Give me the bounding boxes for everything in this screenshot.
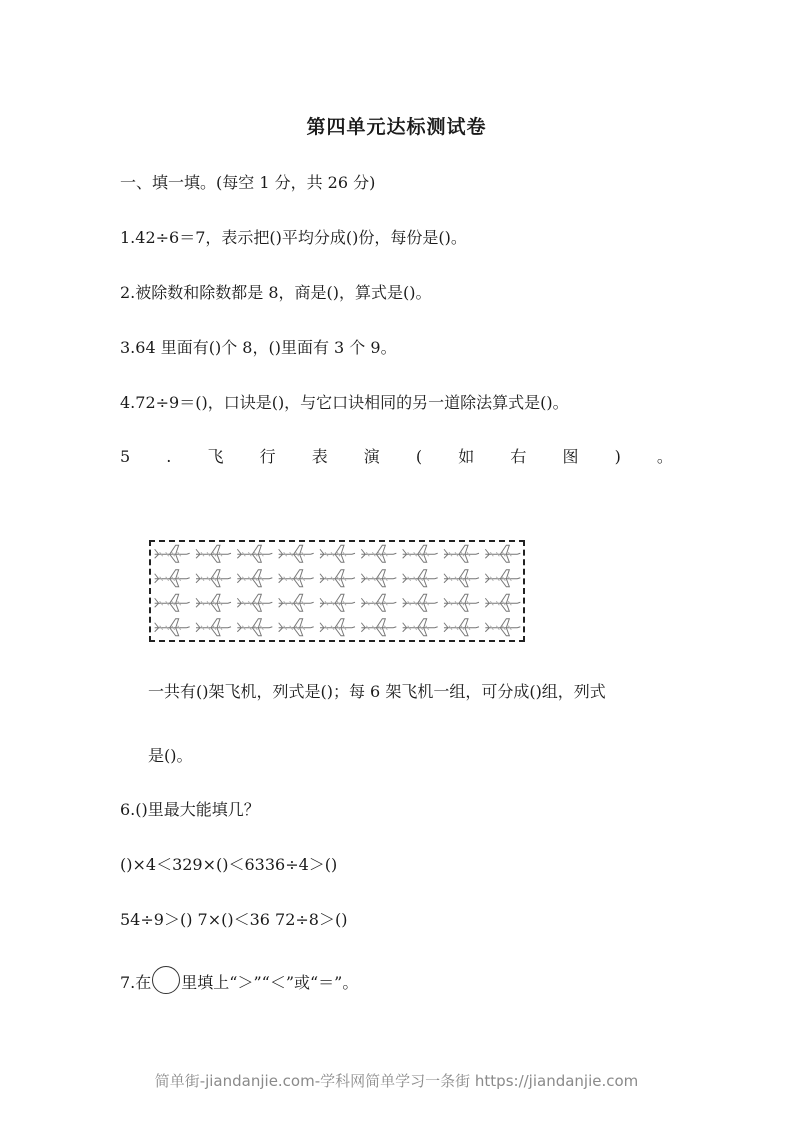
- q5-char: 右: [510, 447, 527, 466]
- airplane-icon: [155, 594, 190, 611]
- question-1: 1.42÷6＝7，表示把()平均分成()份，每份是()。: [120, 228, 467, 247]
- q5-char: 飞: [207, 447, 224, 466]
- q5-char: ): [614, 447, 621, 466]
- question-3: 3.64 里面有()个 8，()里面有 3 个 9。: [120, 338, 397, 357]
- footer-watermark: 简单街-jiandanjie.com-学科网简单学习一条街 https://jiandanjie.com: [154, 1072, 639, 1090]
- airplane-icon: [279, 619, 314, 636]
- airplane-icon: [196, 594, 231, 611]
- question-2: 2.被除数和除数都是 8，商是()，算式是()。: [120, 283, 432, 302]
- airplane-figure: [149, 540, 525, 642]
- airplane-icon: [155, 545, 190, 562]
- q5-char: 。: [656, 447, 673, 466]
- question-6-row-1: ()×4＜329×()＜6336÷4＞(): [120, 855, 338, 874]
- airplane-icon: [237, 570, 272, 587]
- airplane-icon: [444, 545, 479, 562]
- airplane-icon: [320, 570, 355, 587]
- airplane-icon: [444, 570, 479, 587]
- airplane-icon: [320, 594, 355, 611]
- airplane-icon: [361, 619, 396, 636]
- question-6: 6.()里最大能填几？: [120, 800, 260, 819]
- section-heading: 一、填一填。(每空 1 分，共 26 分): [120, 173, 376, 192]
- q5-char: 图: [562, 447, 579, 466]
- q5-char: 表: [311, 447, 328, 466]
- airplane-grid: [151, 542, 523, 640]
- airplane-icon: [403, 570, 438, 587]
- airplane-icon: [196, 570, 231, 587]
- question-4: 4.72÷9＝()，口诀是()，与它口诀相同的另一道除法算式是()。: [120, 393, 569, 412]
- q5-char: 5: [120, 447, 131, 466]
- airplane-icon: [485, 570, 520, 587]
- airplane-icon: [485, 619, 520, 636]
- airplane-icon: [237, 619, 272, 636]
- circle-icon: [152, 966, 180, 994]
- airplane-icon: [155, 619, 190, 636]
- airplane-icon: [320, 545, 355, 562]
- airplane-icon: [403, 545, 438, 562]
- q5-char: 如: [458, 447, 475, 466]
- airplane-icon: [403, 594, 438, 611]
- airplane-icon: [320, 619, 355, 636]
- q7-prefix: 7.在: [120, 973, 152, 992]
- airplane-icon: [361, 594, 396, 611]
- airplane-icon: [485, 545, 520, 562]
- question-5-line-2: 是()。: [148, 746, 193, 765]
- question-5-line-1: 一共有()架飞机，列式是()；每 6 架飞机一组，可分成()组，列式: [148, 682, 606, 701]
- q7-suffix: 里填上“＞”“＜”或“＝”。: [181, 973, 359, 992]
- q5-char: 行: [259, 447, 276, 466]
- airplane-icon: [444, 619, 479, 636]
- airplane-icon: [361, 545, 396, 562]
- q5-char: 演: [363, 447, 380, 466]
- airplane-icon: [403, 619, 438, 636]
- airplane-icon: [444, 594, 479, 611]
- page-title: 第四单元达标测试卷: [306, 116, 487, 138]
- airplane-icon: [279, 594, 314, 611]
- airplane-icon: [196, 619, 231, 636]
- q5-char: .: [166, 447, 172, 466]
- airplane-icon: [237, 545, 272, 562]
- question-7: [120, 966, 358, 995]
- question-6-row-2: 54÷9＞() 7×()＜36 72÷8＞(): [120, 910, 348, 929]
- airplane-icon: [279, 545, 314, 562]
- airplane-icon: [237, 594, 272, 611]
- airplane-icon: [361, 570, 396, 587]
- airplane-icon: [196, 545, 231, 562]
- airplane-icon: [155, 570, 190, 587]
- airplane-icon: [485, 594, 520, 611]
- question-5-heading: [120, 445, 673, 469]
- q5-char: (: [415, 447, 423, 466]
- airplane-icon: [279, 570, 314, 587]
